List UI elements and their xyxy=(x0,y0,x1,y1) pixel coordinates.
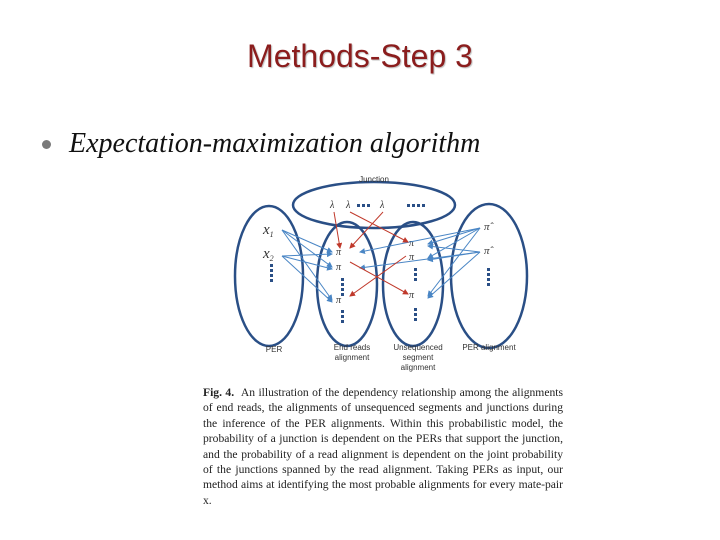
x1-var: $x_1$ xyxy=(263,222,274,239)
pi-end-3: π xyxy=(336,295,342,306)
per-alignment-label: PER alignment xyxy=(462,343,516,352)
slide-title: Methods-Step 3 xyxy=(247,38,473,74)
unseq-label-2: segment xyxy=(402,353,434,362)
pi-end-1: π xyxy=(336,247,342,258)
pi-end-2: π xyxy=(336,262,342,273)
end-reads-ellipse xyxy=(317,222,377,346)
figure-caption xyxy=(203,385,563,508)
lambda-3: λ xyxy=(380,200,385,211)
end-reads-dots xyxy=(341,278,344,323)
caption-fig-label: Fig. 4. xyxy=(203,386,235,399)
unseq-label-1: Unsequenced xyxy=(393,343,443,352)
junction-label: Junction xyxy=(359,175,389,184)
end-reads-label-2: alignment xyxy=(334,353,370,362)
pi-hat-2: π̂ xyxy=(484,245,490,257)
bullet-text: Expectation-maximization algorithm xyxy=(69,128,481,159)
pi-unseq-3: π xyxy=(409,290,415,301)
caption-text: An illustration of the dependency relationship among the alignments of end reads, the alignments of unsequenced segments and junctions during the inference of the PER alignments. Within this probabilistic model, the probability of a junction is dependent on the PERs that support the junction, and the probability of a read alignment is dependent on the joint probability of the junctions spanned by the read alignment. Taking PERs as input, our method aims at identifying the most probable alignments for every mate-pair x. xyxy=(203,386,563,507)
end-reads-label-1: End reads xyxy=(333,343,371,352)
per-dots xyxy=(270,264,273,282)
x2-var: $x_2$ xyxy=(263,246,274,263)
per-label: PER xyxy=(265,345,283,354)
pi-hat-1: π̂ xyxy=(484,221,490,233)
lambda-2: λ xyxy=(346,200,351,211)
red-arrows xyxy=(334,212,408,296)
bullet-item xyxy=(42,128,480,160)
unseq-dots xyxy=(414,268,417,321)
junction-dots xyxy=(357,204,425,207)
per-alignment-dots xyxy=(487,268,490,286)
dependency-diagram xyxy=(200,168,540,378)
bullet-dot-icon xyxy=(42,140,51,149)
pi-unseq-2: π xyxy=(409,252,415,263)
unseq-label-3: alignment xyxy=(400,363,436,372)
pi-unseq-1: π xyxy=(409,238,415,249)
lambda-1: λ xyxy=(330,200,335,211)
